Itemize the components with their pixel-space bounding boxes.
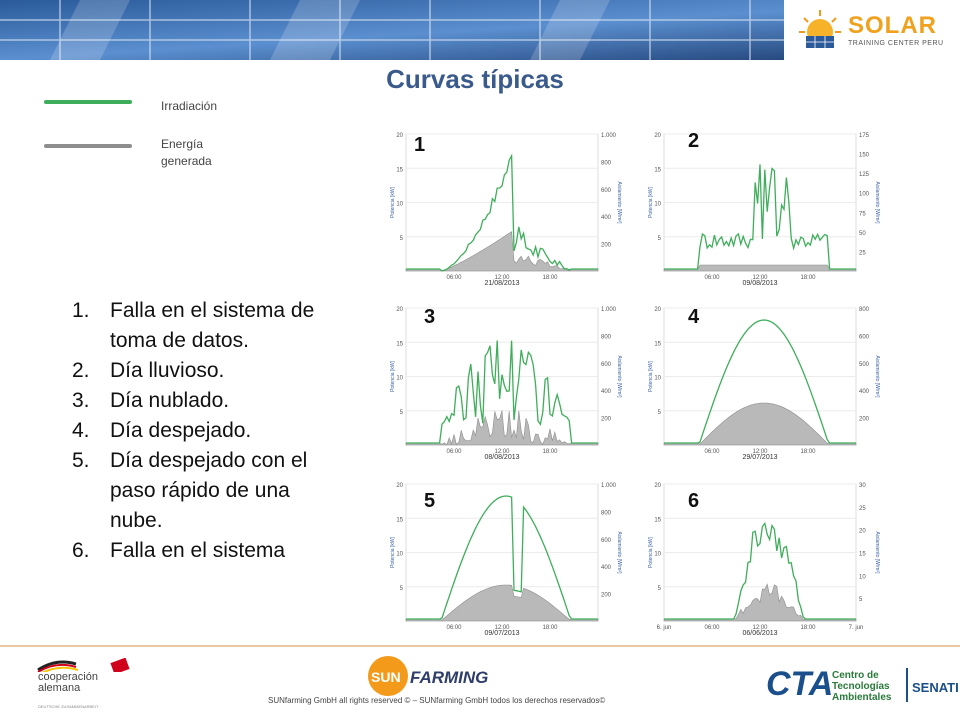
y2-axis-label: Aislamiento [W/m²] [874, 355, 880, 398]
x-tick-label: 18:00 [800, 275, 816, 281]
chart-svg [644, 126, 884, 286]
y2-tick-label: 500 [859, 361, 870, 368]
y2-tick-label: 400 [601, 389, 612, 396]
chart-3 [386, 300, 626, 460]
chart-4 [644, 300, 884, 460]
x-tick-label: 12:00 [494, 275, 510, 281]
x-tick-label: 12:00 [752, 275, 768, 281]
logo-main-text: SOLAR [848, 11, 937, 39]
y-tick-label: 5 [657, 585, 661, 592]
list-item-number: 5. [72, 449, 90, 472]
chart-number-4: 4 [688, 306, 700, 328]
y2-tick-label: 600 [601, 187, 612, 194]
y2-axis-label: Aislamiento [W/m²] [616, 531, 622, 574]
y2-tick-label: 800 [859, 307, 870, 313]
y-tick-label: 15 [654, 341, 661, 348]
footer [0, 648, 960, 720]
y2-tick-label: 125 [859, 172, 870, 179]
y2-tick-label: 800 [601, 160, 612, 167]
y2-tick-label: 400 [859, 389, 870, 396]
chart-number-1: 1 [414, 134, 426, 156]
y-tick-label: 5 [399, 235, 403, 242]
list-item [72, 356, 322, 386]
list-item-text: Falla en el sistema [110, 539, 286, 562]
chart-date: 06/06/2013 [742, 630, 778, 636]
y-axis-label: Potencia [kW] [390, 361, 396, 392]
legend-item-irradiance [44, 96, 264, 136]
y2-tick-label: 25 [859, 250, 866, 257]
y-axis-label: Potencia [kW] [390, 187, 396, 218]
y2-axis-label: Aislamiento [W/m²] [874, 531, 880, 574]
slide-title: Curvas típicas [386, 64, 564, 94]
y2-axis-label: Aislamiento [W/m²] [616, 355, 622, 398]
legend-label-energy: Energía generada [161, 137, 212, 168]
logo-separator [906, 668, 908, 702]
x-tick-label: 6. jun [656, 625, 672, 631]
y2-tick-label: 200 [601, 242, 612, 249]
list-item-text: Día lluvioso. [110, 359, 225, 382]
legend-label-irradiance: Irradiación [161, 99, 218, 113]
y-tick-label: 15 [654, 167, 661, 174]
cta-senati-logo [766, 665, 959, 706]
y-tick-label: 10 [654, 375, 661, 382]
y-tick-label: 10 [396, 201, 403, 208]
senati-text: SENATI [912, 680, 959, 695]
y-tick-label: 15 [396, 341, 403, 348]
y2-tick-label: 600 [601, 361, 612, 368]
list-item-number: 6. [72, 539, 90, 562]
x-tick-label: 12:00 [494, 449, 510, 455]
cta-text: Centro de Tecnologías Ambientales [832, 670, 892, 703]
x-tick-label: 18:00 [542, 625, 558, 631]
y-axis-label: Potencia [kW] [390, 537, 396, 568]
y-axis-label: Potencia [kW] [648, 537, 654, 568]
y2-tick-label: 25 [859, 505, 866, 512]
y-tick-label: 5 [399, 409, 403, 416]
x-tick-label: 06:00 [446, 275, 462, 281]
x-tick-label: 12:00 [752, 625, 768, 631]
x-tick-label: 12:00 [494, 625, 510, 631]
x-tick-label: 18:00 [542, 275, 558, 281]
causes-list [72, 296, 322, 566]
legend-item-energy [44, 137, 264, 182]
y-tick-label: 20 [396, 307, 403, 313]
y-tick-label: 20 [654, 133, 661, 139]
chart-number-6: 6 [688, 490, 700, 512]
list-item [72, 386, 322, 416]
y2-tick-label: 50 [859, 230, 866, 237]
y2-axis-label: Aislamiento [W/m²] [874, 181, 880, 224]
y2-tick-label: 30 [859, 483, 866, 489]
y-tick-label: 15 [396, 517, 403, 524]
list-item [72, 416, 322, 446]
y-tick-label: 5 [399, 585, 403, 592]
chart-5 [386, 476, 626, 636]
legend-swatch-energy [44, 144, 132, 148]
y2-tick-label: 15 [859, 551, 866, 558]
chart-svg [644, 300, 884, 460]
sunfarming-logo [368, 656, 528, 696]
list-item-number: 3. [72, 389, 90, 412]
list-item-number: 2. [72, 359, 90, 382]
y2-tick-label: 100 [859, 191, 870, 198]
y-tick-label: 10 [396, 551, 403, 558]
x-tick-label: 18:00 [800, 625, 816, 631]
coop-sub-text: DEUTSCHE ZUSAMMENARBEIT [38, 704, 99, 709]
y2-tick-label: 10 [859, 574, 866, 581]
y-axis-label: Potencia [kW] [648, 361, 654, 392]
list-item-text: Día despejado. [110, 419, 252, 442]
x-tick-label: 06:00 [704, 625, 720, 631]
logo-sub-text: TRAINING CENTER PERU [848, 39, 944, 47]
sun-icon [798, 8, 842, 52]
sunfarming-sun-text: SUN [371, 669, 401, 685]
y2-tick-label: 400 [601, 215, 612, 222]
y2-tick-label: 800 [601, 510, 612, 517]
list-item-text: Día despejado con el paso rápido de una nube. [110, 449, 308, 532]
chart-date: 09/07/2013 [484, 630, 520, 636]
y2-tick-label: 75 [859, 211, 866, 218]
y2-tick-label: 800 [601, 334, 612, 341]
y2-tick-label: 1.000 [601, 133, 617, 139]
chart-date: 08/08/2013 [484, 454, 520, 460]
list-item-number: 1. [72, 299, 90, 322]
y-tick-label: 20 [654, 483, 661, 489]
y2-tick-label: 175 [859, 133, 870, 139]
y2-tick-label: 600 [859, 334, 870, 341]
y2-tick-label: 5 [859, 597, 863, 604]
x-tick-label: 06:00 [704, 275, 720, 281]
y2-tick-label: 20 [859, 528, 866, 535]
chart-svg [644, 476, 884, 636]
x-tick-label: 06:00 [446, 625, 462, 631]
chart-2 [644, 126, 884, 286]
chart-date: 09/08/2013 [742, 280, 778, 286]
legend-swatch-irradiance [44, 100, 132, 104]
y-tick-label: 10 [654, 551, 661, 558]
chart-svg [386, 476, 626, 636]
flag-icon [36, 658, 136, 672]
y2-tick-label: 400 [601, 565, 612, 572]
y-tick-label: 15 [396, 167, 403, 174]
cooperacion-alemana-logo [36, 658, 136, 708]
solar-logo [784, 0, 960, 60]
copyright-text: SUNfarming GmbH all rights reserved © – SUNfarming GmbH todos los derechos reservados© [268, 696, 606, 705]
y2-tick-label: 200 [601, 416, 612, 423]
y-tick-label: 5 [657, 235, 661, 242]
y-tick-label: 10 [396, 375, 403, 382]
y2-tick-label: 1.000 [601, 307, 617, 313]
x-tick-label: 18:00 [800, 449, 816, 455]
chart-number-2: 2 [688, 130, 700, 152]
x-tick-label: 06:00 [446, 449, 462, 455]
x-tick-label: 7. jun [848, 625, 864, 631]
y-tick-label: 20 [396, 133, 403, 139]
y2-tick-label: 600 [601, 537, 612, 544]
y-tick-label: 20 [654, 307, 661, 313]
y-tick-label: 20 [396, 483, 403, 489]
chart-number-3: 3 [424, 306, 436, 328]
y2-tick-label: 150 [859, 152, 870, 159]
y-tick-label: 5 [657, 409, 661, 416]
cta-mark: CTA [766, 665, 834, 703]
chart-6 [644, 476, 884, 636]
x-tick-label: 06:00 [704, 449, 720, 455]
list-item [72, 536, 322, 566]
header-banner [0, 0, 960, 60]
x-tick-label: 18:00 [542, 449, 558, 455]
y2-axis-label: Aislamiento [W/m²] [616, 181, 622, 224]
x-tick-label: 12:00 [752, 449, 768, 455]
list-item-number: 4. [72, 419, 90, 442]
list-item [72, 296, 322, 356]
y2-tick-label: 1.000 [601, 483, 617, 489]
y2-tick-label: 200 [601, 592, 612, 599]
chart-number-5: 5 [424, 490, 436, 512]
y-tick-label: 15 [654, 517, 661, 524]
sunfarming-farm-text: FARMING [410, 668, 489, 687]
chart-date: 29/07/2013 [742, 454, 778, 460]
list-item-text: Falla en el sistema de toma de datos. [110, 299, 315, 352]
footer-divider [0, 645, 960, 647]
y-tick-label: 10 [654, 201, 661, 208]
y-axis-label: Potencia [kW] [648, 187, 654, 218]
coop-text: cooperación alemana [38, 671, 98, 694]
list-item [72, 446, 322, 536]
list-item-text: Día nublado. [110, 389, 230, 412]
chart-svg [386, 300, 626, 460]
y2-tick-label: 200 [859, 416, 870, 423]
chart-date: 21/08/2013 [484, 280, 520, 286]
